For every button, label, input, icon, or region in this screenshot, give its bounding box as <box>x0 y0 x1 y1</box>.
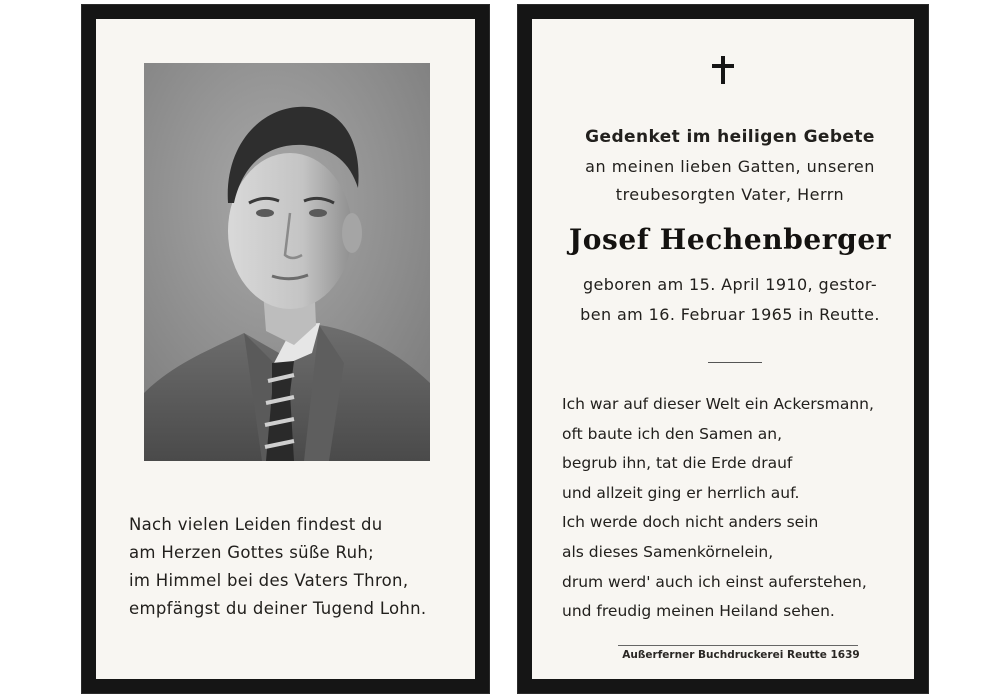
verse-line: als dieses Samenkörnelein, <box>562 542 774 561</box>
portrait-image <box>144 63 430 461</box>
verse-line: und allzeit ging er herrlich auf. <box>562 483 800 502</box>
verse-line: Ich werde doch nicht anders sein <box>562 513 819 532</box>
life-dates-line: ben am 16. Februar 1965 in Reutte. <box>580 305 880 324</box>
printer-rule <box>618 645 858 646</box>
verse-line: begrub ihn, tat die Erde drauf <box>562 454 793 473</box>
right-verse <box>562 390 918 627</box>
printer-imprint: Außerferner Buchdruckerei Reutte 1639 <box>622 649 860 661</box>
verse-line: oft baute ich den Samen an, <box>562 424 783 443</box>
life-dates-line: geboren am 15. April 1910, gestor- <box>582 275 878 294</box>
left-memorial-card <box>82 5 489 693</box>
left-verse-line: empfängst du deiner Tugend Lohn. <box>129 599 427 618</box>
intro-line: an meinen lieben Gatten, unseren <box>585 157 875 176</box>
verse-line: Ich war auf dieser Welt ein Ackersmann, <box>562 395 874 413</box>
cross-icon <box>710 55 736 85</box>
left-verse <box>129 511 469 623</box>
left-verse-line: Nach vielen Leiden findest du <box>129 515 383 534</box>
intro-line: treubesorgten Vater, Herrn <box>615 185 845 204</box>
memorial-heading: Gedenket im heiligen Gebete <box>585 127 875 147</box>
left-verse-line: am Herzen Gottes süße Ruh; <box>129 543 374 562</box>
deceased-name: Josef Hechenberger <box>568 223 892 256</box>
verse-line: drum werd' auch ich einst auferstehen, <box>562 572 867 591</box>
left-verse-line: im Himmel bei des Vaters Thron, <box>129 571 409 590</box>
verse-line: und freudig meinen Heiland sehen. <box>562 602 835 621</box>
right-memorial-card <box>518 5 928 693</box>
portrait-photo <box>144 63 430 461</box>
section-divider <box>708 362 762 363</box>
